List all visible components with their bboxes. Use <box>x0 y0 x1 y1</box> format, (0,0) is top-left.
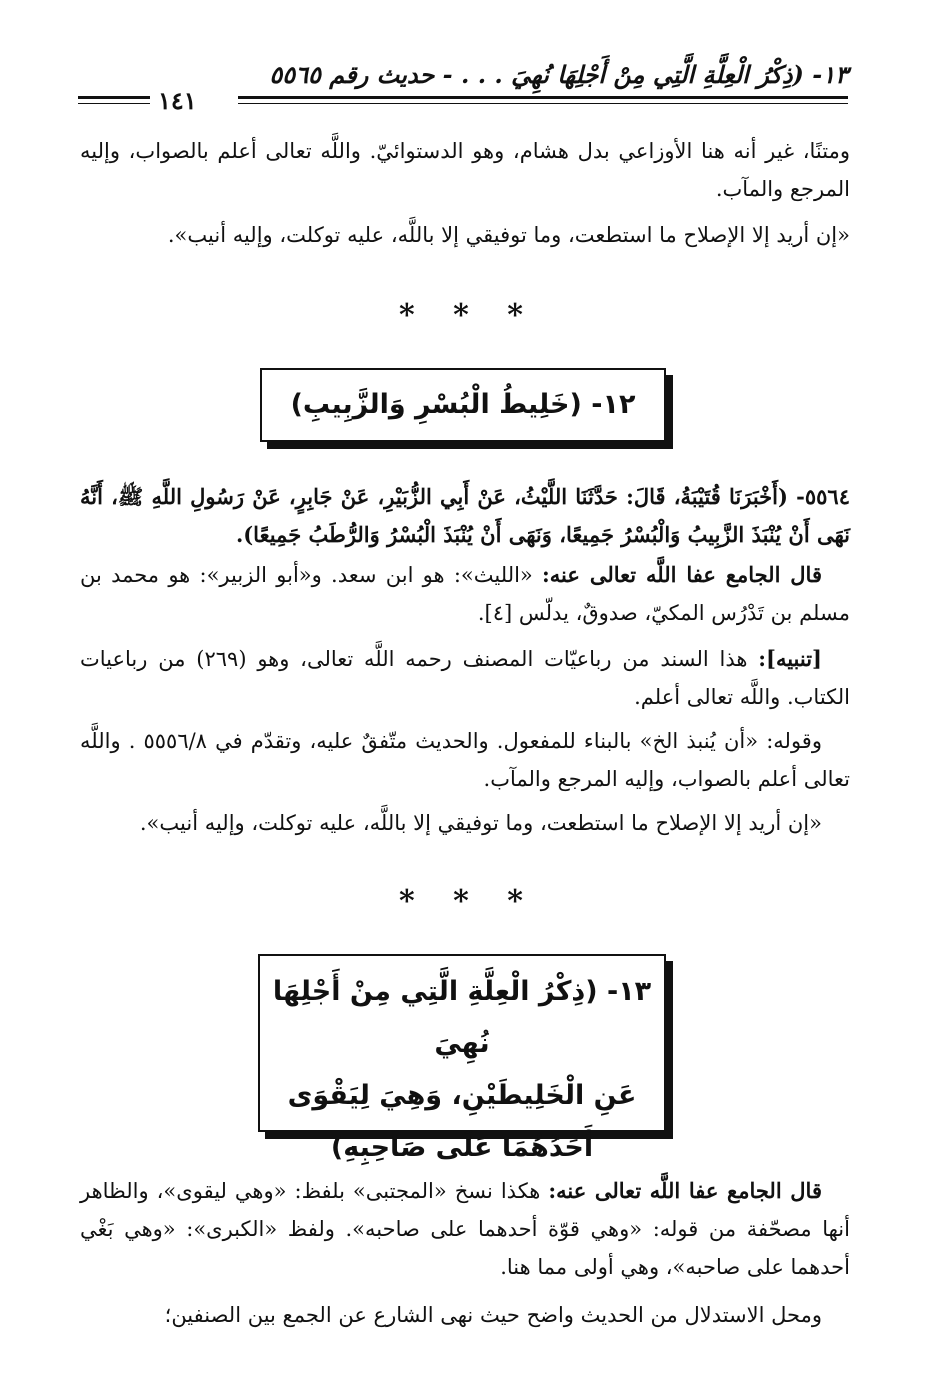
chapter-13-heading <box>258 954 666 1163</box>
page-number: ١٤١ <box>158 86 197 115</box>
chapter-13-heading-line-1: ١٣- (ذِكْرُ الْعِلَّةِ الَّتِي مِنْ أَجْلِهَا نُهِيَ <box>272 976 652 1059</box>
chapter-13-commentary-text: هكذا نسخ «المجتبى» بلفظ: «وهي ليقوى»، والظاهر أنها مصحّفة من قوله: «وهي قوّة أحدهما على صاحبه». ولفظ «الكبرى»: «وهي بَغْي أحدهما على صاحبه»، وهي أولى مما هنا. <box>80 1179 850 1279</box>
running-header-title: ١٣- (ذِكْرُ الْعِلَّةِ الَّتِي مِنْ أَجْلِهَا نُهِيَ . . . - حديث رقم ٥٥٦٥ <box>269 60 848 89</box>
note-lead: [تنبيه]: <box>758 646 822 671</box>
chapter-13-commentary-lead: قال الجامع عفا اللَّه تعالى عنه: <box>548 1178 822 1203</box>
closing-supplication: «إن أريد إلا الإصلاح ما استطعت، وما توفيقي إلا باللَّه، عليه توكلت، وإليه أنيب». <box>139 811 822 835</box>
chapter-13-inference: ومحل الاستدلال من الحديث واضح حيث نهى الشارع عن الجمع بين الصنفين؛ <box>164 1303 822 1327</box>
header-rule-left <box>78 96 150 104</box>
note-text: هذا السند من رباعيّات المصنف رحمه اللَّه تعالى، وهو (٢٦٩) من رباعيات الكتاب. واللَّه تعالى أعلم. <box>80 647 850 709</box>
hadith-5564: ٥٥٦٤- (أَخْبَرَنَا قُتَيْبَةُ، قَالَ: حَدَّثَنَا اللَّيْثُ، عَنْ أَبِي الزُّبَيْرِ، عَنْ جَابِرٍ، عَنْ رَسُولِ اللَّهِ ﷺ، أَنَّهُ نَهَى أَنْ يُنْبَذَ الزَّبِيبُ وَالْبُسْرُ جَمِيعًا، وَنَهَى أَنْ يُنْبَذَ الْبُسْرُ وَالرُّطَبُ جَمِيعًا). <box>80 484 850 547</box>
commentary-note <box>80 640 850 716</box>
section-divider-stars-2: * * * <box>399 884 537 919</box>
chapter-13-heading-line-3: أَحَدُهُمَا عَلَى صَاحِبِهِ) <box>330 1132 594 1163</box>
chapter-13-commentary <box>80 1172 850 1286</box>
commentary-lead: قال الجامع عفا اللَّه تعالى عنه: <box>542 562 822 587</box>
commentary-text: «الليث»: هو ابن سعد. و«أبو الزبير»: هو محمد بن مسلم بن تَدْرُس المكيّ، صدوقٌ، يدلّس [٤]. <box>80 563 850 625</box>
section-divider-stars: * * * <box>399 298 537 333</box>
header-rule-right <box>238 96 848 104</box>
commentary-narrators <box>80 556 850 632</box>
chapter-13-heading-line-2: عَنِ الْخَلِيطَيْنِ، وَهِيَ لِيَقْوَى <box>287 1080 637 1111</box>
commentary-wording: وقوله: «أن يُنبذ الخ» بالبناء للمفعول. والحديث متّفقٌ عليه، وتقدّم في ٥٥٥٦/٨ . واللَّه تعالى أعلم بالصواب، وإليه المرجع والمآب. <box>80 729 850 791</box>
chapter-12-heading: ١٢- (خَلِيطُ الْبُسْرِ وَالزَّبِيبِ) <box>260 368 666 442</box>
top-paragraph-2: «إن أريد إلا الإصلاح ما استطعت، وما توفيقي إلا باللَّه، عليه توكلت، وإليه أنيب». <box>167 223 850 247</box>
top-paragraph-1: ومتنًا، غير أنه هنا الأوزاعي بدل هشام، وهو الدستوائيّ. واللَّه تعالى أعلم بالصواب، وإليه المرجع والمآب. <box>80 139 850 201</box>
